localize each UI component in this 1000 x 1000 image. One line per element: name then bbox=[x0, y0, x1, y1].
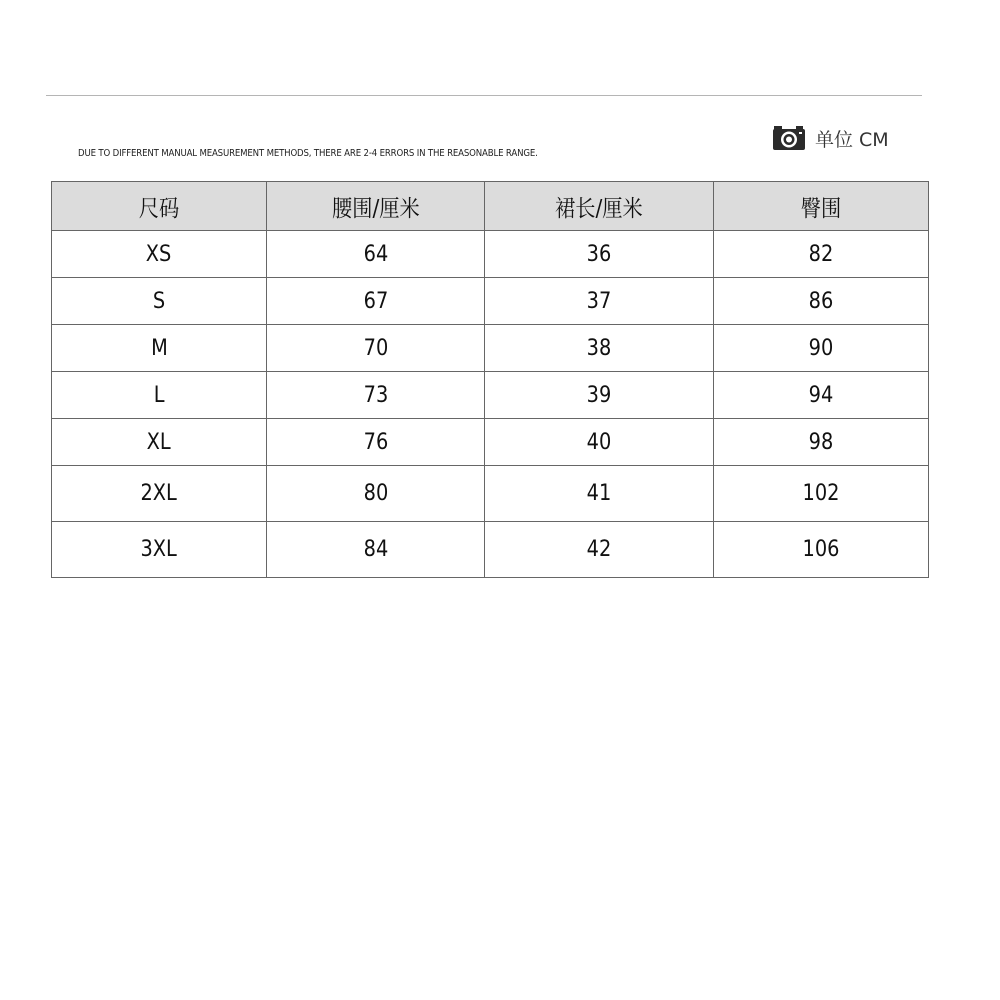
hip-cell: 106 bbox=[714, 522, 929, 578]
hip-cell: 98 bbox=[714, 419, 929, 466]
header-waist: 腰围/厘米 bbox=[267, 182, 485, 231]
skirt-length-cell: 40 bbox=[485, 419, 714, 466]
size-cell: XS bbox=[52, 231, 267, 278]
waist-cell: 64 bbox=[267, 231, 485, 278]
size-chart-table bbox=[51, 181, 929, 578]
skirt-length-cell: 38 bbox=[485, 325, 714, 372]
waist-cell: 67 bbox=[267, 278, 485, 325]
table-row bbox=[52, 231, 929, 278]
camera-icon bbox=[772, 125, 806, 151]
header-hip: 臀围 bbox=[714, 182, 929, 231]
table-header-row bbox=[52, 182, 929, 231]
skirt-length-cell: 36 bbox=[485, 231, 714, 278]
skirt-length-cell: 39 bbox=[485, 372, 714, 419]
top-divider bbox=[46, 95, 922, 96]
table-row bbox=[52, 372, 929, 419]
hip-cell: 90 bbox=[714, 325, 929, 372]
waist-cell: 84 bbox=[267, 522, 485, 578]
size-cell: M bbox=[52, 325, 267, 372]
header-size: 尺码 bbox=[52, 182, 267, 231]
size-cell: S bbox=[52, 278, 267, 325]
size-cell: 2XL bbox=[52, 466, 267, 522]
hip-cell: 94 bbox=[714, 372, 929, 419]
size-cell: XL bbox=[52, 419, 267, 466]
unit-label: 单位 CM bbox=[815, 128, 889, 151]
waist-cell: 73 bbox=[267, 372, 485, 419]
table-row bbox=[52, 522, 929, 578]
measurement-disclaimer: DUE TO DIFFERENT MANUAL MEASUREMENT METHODS, THERE ARE 2-4 ERRORS IN THE REASONABLE RANGE. bbox=[78, 148, 538, 159]
size-cell: L bbox=[52, 372, 267, 419]
table-row bbox=[52, 419, 929, 466]
size-cell: 3XL bbox=[52, 522, 267, 578]
hip-cell: 82 bbox=[714, 231, 929, 278]
skirt-length-cell: 42 bbox=[485, 522, 714, 578]
waist-cell: 70 bbox=[267, 325, 485, 372]
skirt-length-cell: 37 bbox=[485, 278, 714, 325]
table-row bbox=[52, 278, 929, 325]
hip-cell: 102 bbox=[714, 466, 929, 522]
waist-cell: 76 bbox=[267, 419, 485, 466]
unit-indicator bbox=[772, 124, 889, 152]
waist-cell: 80 bbox=[267, 466, 485, 522]
hip-cell: 86 bbox=[714, 278, 929, 325]
table-row bbox=[52, 325, 929, 372]
header-skirt-length: 裙长/厘米 bbox=[485, 182, 714, 231]
table-row bbox=[52, 466, 929, 522]
skirt-length-cell: 41 bbox=[485, 466, 714, 522]
